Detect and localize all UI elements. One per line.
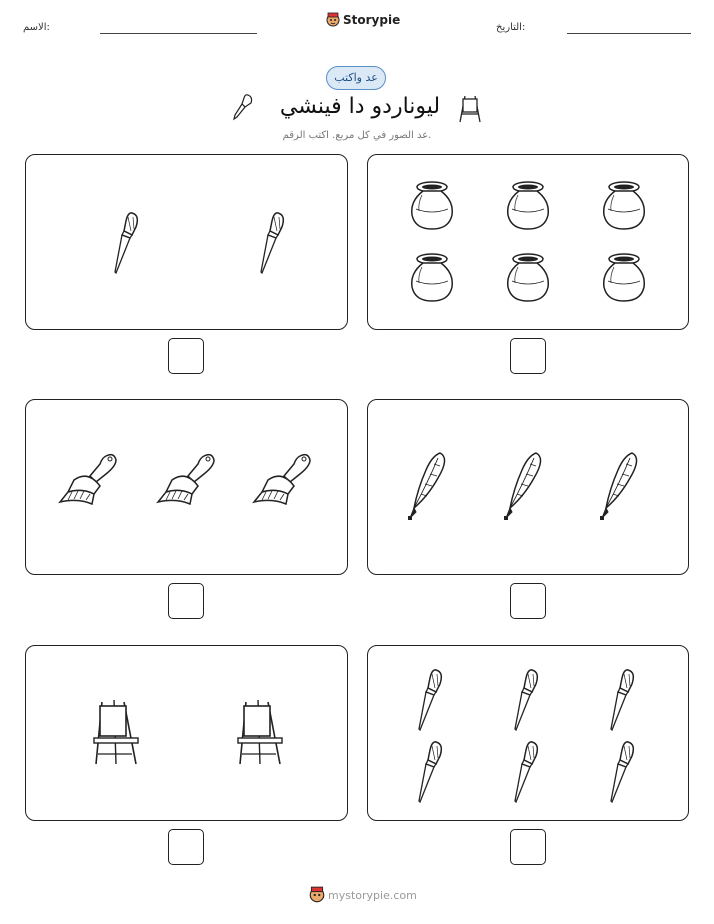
- pens-group: [26, 155, 349, 331]
- count-panel-quills: [367, 399, 689, 575]
- pens-2-group: [368, 646, 690, 822]
- pen-nib-icon: [515, 670, 537, 730]
- footer-site[interactable]: mystorypie.com: [328, 888, 417, 902]
- pen-nib-icon: [419, 742, 441, 802]
- pen-nib-icon: [611, 670, 633, 730]
- easels-group: [26, 646, 349, 822]
- clay-pot-icon: [508, 254, 549, 301]
- pen-nib-icon: [261, 213, 283, 273]
- date-field-line[interactable]: [567, 33, 691, 34]
- paint-brush-icon: [158, 455, 214, 504]
- answer-box-pens-2[interactable]: [510, 829, 546, 865]
- count-panel-pens: [25, 154, 348, 330]
- pen-nib-icon: [419, 670, 441, 730]
- answer-box-easels[interactable]: [168, 829, 204, 865]
- pots-group: [368, 155, 690, 331]
- brand-name: Storypie: [343, 13, 401, 27]
- brushes-group: [26, 400, 349, 576]
- clay-pot-icon: [412, 182, 453, 229]
- answer-box-pens[interactable]: [168, 338, 204, 374]
- footer: [309, 886, 417, 904]
- count-panel-brushes: [25, 399, 348, 575]
- brand-logo: [326, 12, 400, 28]
- date-label: التاريخ:: [496, 22, 526, 33]
- quill-feather-icon: [600, 453, 637, 520]
- easel-icon: [456, 92, 484, 124]
- quills-group: [368, 400, 690, 576]
- paint-brush-icon: [60, 455, 116, 504]
- clay-pot-icon: [604, 182, 645, 229]
- count-panel-easels: [25, 645, 348, 821]
- easel-icon: [238, 700, 282, 764]
- clay-pot-icon: [508, 182, 549, 229]
- instructions: عد الصور في كل مربع. اكتب الرقم.: [282, 130, 432, 141]
- name-field-line[interactable]: [100, 33, 257, 34]
- storypie-logo-icon: [326, 12, 340, 28]
- pen-nib-icon: [611, 742, 633, 802]
- quill-feather-icon: [408, 453, 445, 520]
- clay-pot-icon: [412, 254, 453, 301]
- count-panel-pens-2: [367, 645, 689, 821]
- storypie-logo-icon: [309, 886, 325, 904]
- answer-box-brushes[interactable]: [168, 583, 204, 619]
- clay-pot-icon: [604, 254, 645, 301]
- quill-feather-icon: [504, 453, 541, 520]
- paint-brush-icon: [254, 455, 310, 504]
- pen-nib-icon: [515, 742, 537, 802]
- answer-box-quills[interactable]: [510, 583, 546, 619]
- answer-box-pots[interactable]: [510, 338, 546, 374]
- page-title: ليوناردو دا فينشي: [279, 94, 441, 119]
- activity-badge: عد واكتب: [326, 66, 386, 90]
- count-panel-pots: [367, 154, 689, 330]
- name-label: الاسم:: [23, 22, 50, 33]
- easel-icon: [94, 700, 138, 764]
- pen-nib-icon: [115, 213, 137, 273]
